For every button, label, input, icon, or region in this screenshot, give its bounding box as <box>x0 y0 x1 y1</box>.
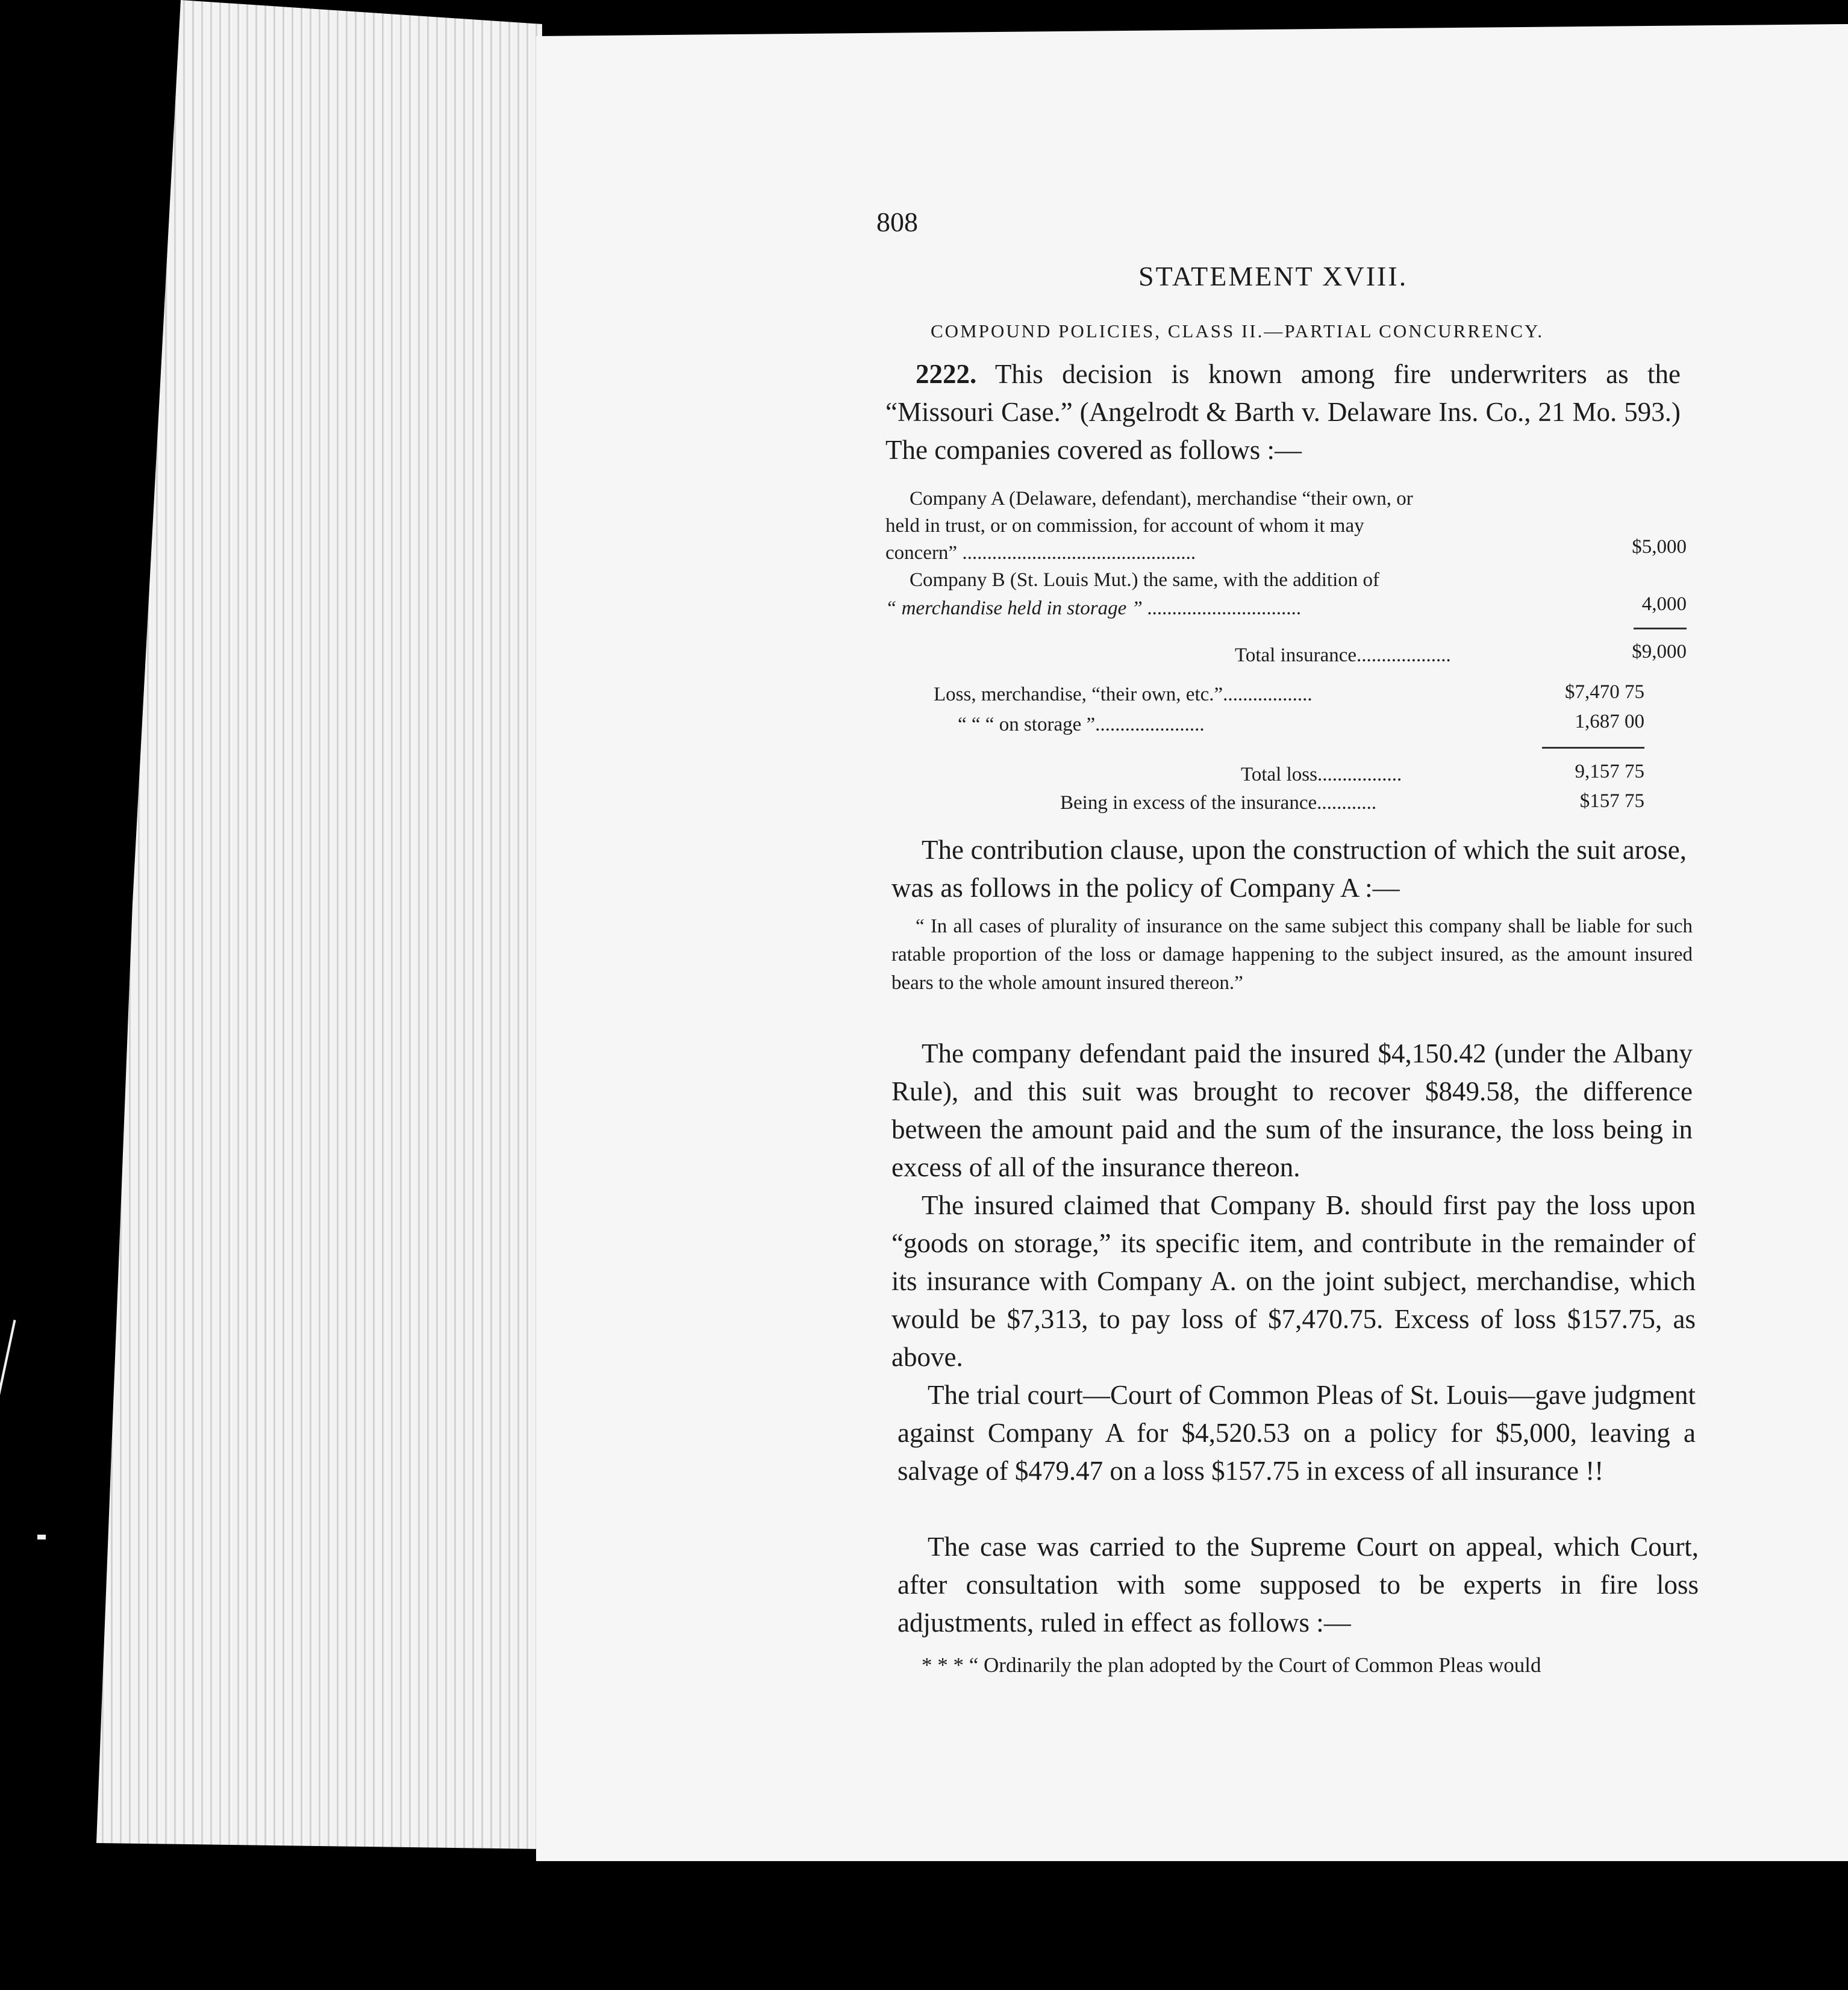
section-subtitle: COMPOUND POLICIES, CLASS II.—PARTIAL CONCURRENCY. <box>931 320 1544 342</box>
loss-storage-amount: 1,687 00 <box>1575 711 1644 732</box>
intro-paragraph <box>885 355 1681 469</box>
paragraph-trial-court: The trial court—Court of Common Pleas of St. Louis—gave judgment against Company A for $4,520.53 on a policy for $5,000, leaving a salvage of $479.47 on a loss $157.75 in excess of all insurance !! <box>897 1380 1696 1486</box>
statement-title: STATEMENT XVIII. <box>1138 261 1408 292</box>
divider <box>1542 747 1644 749</box>
excess-amount: $157 75 <box>1579 790 1644 812</box>
company-a-line-3: concern” ............................................... <box>885 542 1196 564</box>
loss-own-label: Loss, merchandise, “their own, etc.”.................. <box>934 684 1313 705</box>
total-insurance-amount: $9,000 <box>1632 641 1687 663</box>
divider <box>1634 628 1687 629</box>
company-a-line-2: held in trust, or on commission, for account of whom it may <box>885 515 1364 537</box>
company-b-line-1: Company B (St. Louis Mut.) the same, with the addition of <box>910 569 1380 591</box>
last-line: * * * “ Ordinarily the plan adopted by the Court of Common Pleas would <box>922 1653 1541 1677</box>
total-insurance-label: Total insurance................... <box>1235 644 1451 666</box>
section-number: 2222. <box>916 359 977 389</box>
intro-text: This decision is known among fire underwriters as the “Missouri Case.” (Angelrodt & Barth v. Delaware Ins. Co., 21 Mo. 593.) The companies covered as follows :— <box>885 359 1681 465</box>
margin-mark <box>0 1320 16 1403</box>
company-b-line-2: “ merchandise held in storage ” ............................... <box>885 597 1302 619</box>
paragraph-payment: The company defendant paid the insured $4,150.42 (under the Albany Rule), and this suit was brought to recover $849.58, the difference between the amount paid and the sum of the insurance, the loss being in excess of all of the insurance thereon. <box>891 1038 1693 1182</box>
company-a-amount: $5,000 <box>1632 536 1687 558</box>
company-b-amount: 4,000 <box>1641 593 1687 615</box>
paragraph-contribution: The contribution clause, upon the construction of which the suit arose, was as follows in the policy of Company A :— <box>891 835 1687 903</box>
paragraph-supreme-court: The case was carried to the Supreme Court on appeal, which Court, after consultation with some supposed to be experts in fire loss adjustments, ruled in effect as follows :— <box>897 1532 1699 1638</box>
loss-storage-label: “ “ “ on storage ”...................... <box>958 714 1205 735</box>
total-loss-amount: 9,157 75 <box>1575 761 1644 782</box>
book-page-edges <box>96 0 542 1849</box>
total-loss-label: Total loss................. <box>1241 764 1402 785</box>
paragraph-claim: The insured claimed that Company B. should first pay the loss upon “goods on storage,” its specific item, and contribute in the remainder of its insurance with Company A. on the joint subject, merchandise, which would be $7,313, to pay loss of $7,470.75. Excess of loss $157.75, as above. <box>891 1190 1696 1372</box>
excess-label: Being in excess of the insurance............ <box>1060 792 1377 814</box>
company-a-line-1: Company A (Delaware, defendant), merchandise “their own, or <box>910 488 1413 510</box>
loss-own-amount: $7,470 75 <box>1565 681 1644 703</box>
margin-mark <box>37 1535 46 1539</box>
quote-clause: “ In all cases of plurality of insurance on the same subject this company shall be liable for such ratable proportion of the loss or damage happening to the subject insured, as the amount insured bears to the whole amount insured thereon.” <box>891 915 1693 994</box>
page-number: 808 <box>876 207 918 237</box>
